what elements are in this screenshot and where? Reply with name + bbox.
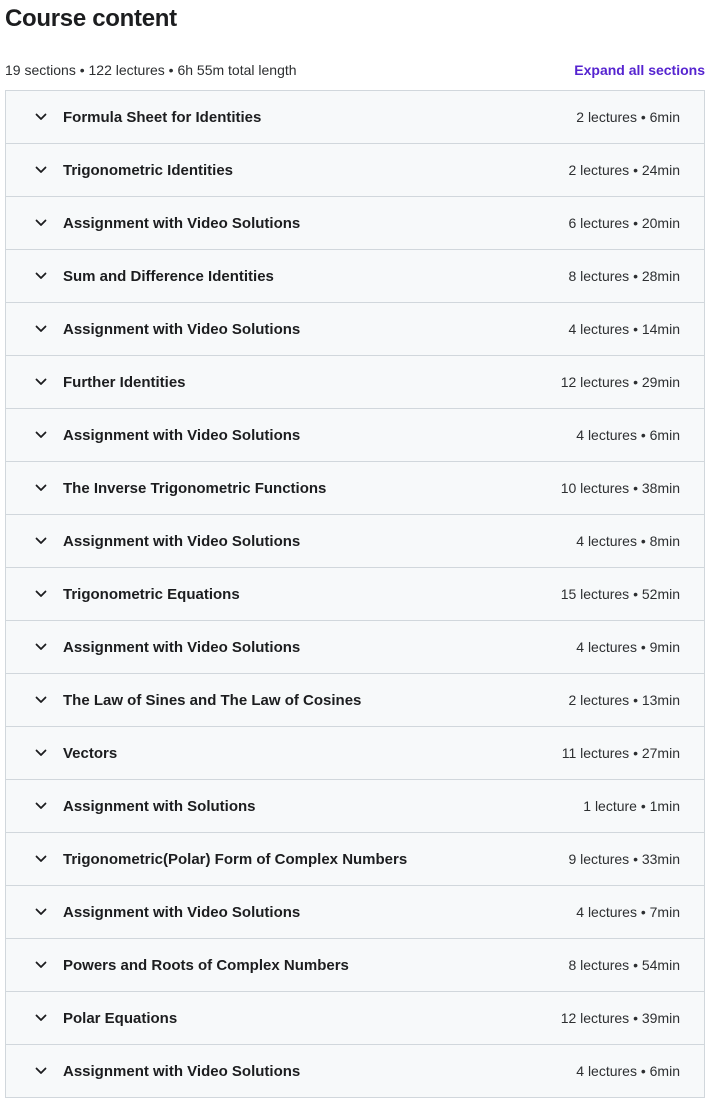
section-meta: 15 lectures • 52min — [560, 586, 680, 602]
section-row[interactable] — [6, 144, 704, 197]
section-meta: 4 lectures • 9min — [576, 639, 680, 655]
section-row[interactable] — [6, 409, 704, 462]
section-title: Assignment with Video Solutions — [63, 638, 301, 656]
chevron-down-icon — [34, 216, 48, 230]
section-meta: 11 lectures • 27min — [561, 745, 680, 761]
section-meta: 8 lectures • 54min — [568, 957, 680, 973]
chevron-down-icon — [34, 375, 48, 389]
section-row[interactable] — [6, 1045, 704, 1097]
section-title: Sum and Difference Identities — [63, 267, 274, 285]
section-row[interactable] — [6, 727, 704, 780]
chevron-down-icon — [34, 110, 48, 124]
section-row[interactable] — [6, 303, 704, 356]
section-row[interactable] — [6, 91, 704, 144]
section-title: The Law of Sines and The Law of Cosines — [63, 691, 362, 709]
section-row[interactable] — [6, 462, 704, 515]
chevron-down-icon — [34, 905, 48, 919]
page-title: Course content — [5, 5, 177, 32]
section-title: Assignment with Video Solutions — [63, 1062, 301, 1080]
section-title: Assignment with Video Solutions — [63, 426, 301, 444]
section-title: Assignment with Video Solutions — [63, 320, 301, 338]
chevron-down-icon — [34, 428, 48, 442]
section-row[interactable] — [6, 197, 704, 250]
section-title: Trigonometric Identities — [63, 161, 234, 179]
section-row[interactable] — [6, 621, 704, 674]
section-row[interactable] — [6, 939, 704, 992]
chevron-down-icon — [34, 746, 48, 760]
section-list — [5, 90, 705, 1098]
section-title: Assignment with Video Solutions — [63, 532, 301, 550]
chevron-down-icon — [34, 163, 48, 177]
section-row[interactable] — [6, 780, 704, 833]
section-title: Assignment with Video Solutions — [63, 214, 301, 232]
section-meta: 4 lectures • 8min — [576, 533, 680, 549]
section-meta: 12 lectures • 29min — [560, 374, 680, 390]
section-meta: 12 lectures • 39min — [560, 1010, 680, 1026]
section-title: Vectors — [63, 744, 118, 762]
section-title: Assignment with Video Solutions — [63, 903, 301, 921]
chevron-down-icon — [34, 587, 48, 601]
section-meta: 4 lectures • 6min — [576, 427, 680, 443]
course-summary: 19 sections • 122 lectures • 6h 55m total length — [5, 62, 297, 78]
chevron-down-icon — [34, 799, 48, 813]
section-title: The Inverse Trigonometric Functions — [63, 479, 327, 497]
expand-all-sections-button[interactable]: Expand all sections — [574, 62, 705, 78]
section-meta: 1 lecture • 1min — [583, 798, 680, 814]
section-row[interactable] — [6, 992, 704, 1045]
section-meta: 6 lectures • 20min — [568, 215, 680, 231]
chevron-down-icon — [34, 693, 48, 707]
section-title: Polar Equations — [63, 1009, 178, 1027]
chevron-down-icon — [34, 481, 48, 495]
section-row[interactable] — [6, 515, 704, 568]
chevron-down-icon — [34, 1011, 48, 1025]
chevron-down-icon — [34, 640, 48, 654]
section-title: Trigonometric Equations — [63, 585, 240, 603]
section-meta: 2 lectures • 6min — [576, 109, 680, 125]
section-meta: 4 lectures • 6min — [576, 1063, 680, 1079]
section-meta: 2 lectures • 13min — [568, 692, 680, 708]
section-row[interactable] — [6, 568, 704, 621]
chevron-down-icon — [34, 1064, 48, 1078]
section-row[interactable] — [6, 833, 704, 886]
section-row[interactable] — [6, 356, 704, 409]
section-title: Further Identities — [63, 373, 186, 391]
section-title: Powers and Roots of Complex Numbers — [63, 956, 349, 974]
chevron-down-icon — [34, 958, 48, 972]
section-meta: 4 lectures • 7min — [576, 904, 680, 920]
section-title: Assignment with Solutions — [63, 797, 256, 815]
section-meta: 2 lectures • 24min — [568, 162, 680, 178]
section-row[interactable] — [6, 886, 704, 939]
section-meta: 10 lectures • 38min — [560, 480, 680, 496]
section-meta: 9 lectures • 33min — [568, 851, 680, 867]
section-title: Trigonometric(Polar) Form of Complex Numbers — [63, 850, 408, 868]
section-row[interactable] — [6, 674, 704, 727]
section-meta: 4 lectures • 14min — [568, 321, 680, 337]
section-title: Formula Sheet for Identities — [63, 108, 262, 126]
chevron-down-icon — [34, 534, 48, 548]
section-meta: 8 lectures • 28min — [568, 268, 680, 284]
chevron-down-icon — [34, 322, 48, 336]
chevron-down-icon — [34, 852, 48, 866]
section-row[interactable] — [6, 250, 704, 303]
chevron-down-icon — [34, 269, 48, 283]
